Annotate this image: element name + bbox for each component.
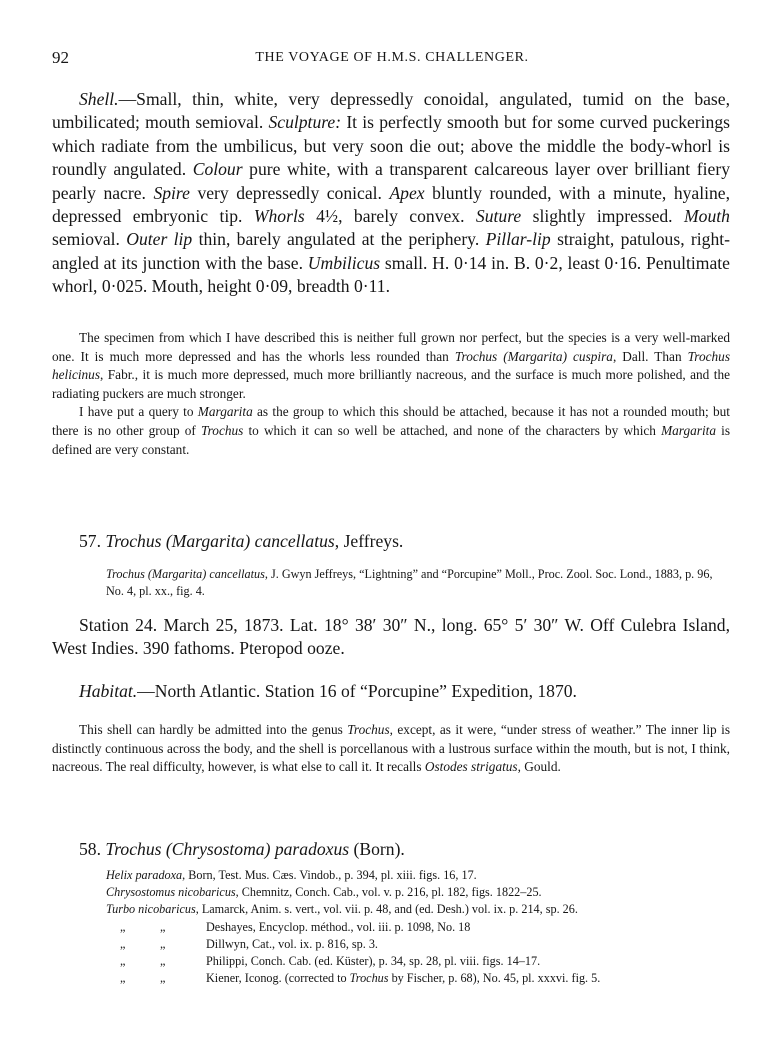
whorls-text: 4½, barely convex. [316,206,465,227]
reference-line [106,970,730,987]
species-name: Trochus (Margarita) cuspira [454,348,613,364]
shell-description [52,88,730,299]
ditto-mark: „ [120,971,126,986]
spire-text: very depressedly conical. [197,182,382,203]
remark-text: to which it can so well be attached, and none of the characters by which [248,422,656,438]
spire-label: Spire [153,182,190,203]
station-text: Station 24. March 25, 1873. Lat. 18° 38′ 30″ N., long. 65° 5′ 30″ W. Off Culebra Island, West Indies. 390 fathoms. Pteropod ooze. [52,615,730,659]
genus-name: Trochus [349,971,389,986]
page-number: 92 [52,48,69,67]
ditto-mark: „ [120,954,126,969]
species-58-references [52,867,730,987]
species-name: Trochus helicinus [52,348,731,383]
species-author: (Born). [353,839,405,859]
reference-line [106,953,730,970]
species-57-remarks [52,721,730,777]
apex-label: Apex [389,182,425,203]
suture-label: Suture [475,206,522,227]
remark-text: I have put a query to [79,404,194,420]
ditto-mark: „ [160,936,166,951]
reference-text: Kiener, Iconog. (corrected to [206,971,347,986]
genus-name: Margarita [661,422,716,438]
pillar-lip-label: Pillar-lip [485,229,551,250]
ditto-mark: „ [160,971,166,986]
species-58-heading [52,838,730,861]
remark-text: , Gould. [517,759,561,775]
colour-label: Colour [192,159,243,180]
species-number: 58. [79,839,101,859]
species-57-reference [52,566,730,600]
reference-text: , Chemnitz, Conch. Cab., vol. v. p. 216, pl. 182, figs. 1822–25. [235,885,542,900]
sculpture-label: Sculpture: [268,112,342,133]
ditto-mark: „ [120,936,126,951]
remark-text: , Dall. Than [612,348,682,364]
page-header [52,48,732,72]
ditto-mark: „ [120,919,126,934]
umbilicus-text: small. H. 0·14 in. B. 0·2, least 0·16. Penultimate whorl, 0·025. Mouth, height 0·09, breadth 0·11. [52,252,730,297]
remark-text: , Fabr., it is much more depressed, much more brilliantly nacreous, and the surface is much more polished, and the radiating puckers are much stronger. [52,367,730,401]
colour-text: pure white, with a transparent calcareous layer over brilliant fiery pearly nacre. [52,159,730,203]
reference-name: Trochus (Margarita) cancellatus [106,567,265,581]
remark-text: , except, as it were, “under stress of weather.” The inner lip is distinctly continuous across the body, and the shell is porcellanous with a lustrous surface within the mouth, but is not, I think, nacreous. The real difficulty, however, is what else to call it. It recalls [52,722,731,775]
remark-text: as the group to which this should be attached, because it has not a rounded mouth; but there is no other group of [52,404,730,438]
reference-text: Philippi, Conch. Cab. (ed. Küster), p. 34, sp. 28, pl. viii. figs. 14–17. [206,954,541,969]
genus-name: Margarita [197,404,253,420]
reference-line [106,901,730,918]
ditto-mark: „ [160,919,166,934]
reference-line [106,919,730,936]
suture-text: slightly impressed. [532,206,673,227]
running-title: THE VOYAGE OF H.M.S. CHALLENGER. [255,50,529,65]
species-57-station [52,614,730,661]
reference-name: Helix paradoxa [106,868,183,882]
outer-lip-text: thin, barely angulated at the periphery. [198,229,480,250]
reference-line [106,867,730,884]
species-title: Trochus (Chrysostoma) paradoxus [105,839,350,859]
genus-name: Trochus [200,422,244,438]
reference-text: by Fischer, p. 68), No. 45, pl. xxxvi. fig. 5. [391,971,601,986]
species-number: 57. [79,531,101,551]
reference-text: , J. Gwyn Jeffreys, “Lightning” and “Porcupine” Moll., Proc. Zool. Soc. Lond., 1883, p. 96, No. 4, pl. xx., fig. 4. [106,567,713,599]
reference-line [106,884,730,901]
apex-text: bluntly rounded, with a minute, hyaline, depressed embryonic tip. [52,182,730,227]
genus-name: Trochus [347,722,390,737]
sculpture-text: It is perfectly smooth but for some curved puckerings which radiate from the umbilicus, but very soon die out; above the middle the body-whorl is roundly angulated. [52,112,730,180]
remark-paragraph-2 [52,403,730,459]
reference-text: , Born, Test. Mus. Cæs. Vindob., p. 394, pl. xiii. figs. 16, 17. [182,868,477,882]
reference-line [106,936,730,953]
species-57-heading [52,530,730,553]
shell-text: —Small, thin, white, very depressedly conoidal, angulated, tumid on the base, umbilicated; mouth semioval. [52,89,730,133]
remarks-species-56 [52,329,730,459]
mouth-text: semioval. [52,229,120,250]
remark-paragraph-1 [52,329,730,403]
species-57-habitat [52,680,730,703]
whorls-label: Whorls [253,206,305,227]
reference-text: Dillwyn, Cat., vol. ix. p. 816, sp. 3. [206,936,378,951]
umbilicus-label: Umbilicus [307,252,381,273]
remark-text: is defined are very constant. [52,422,731,457]
remark-text: This shell can hardly be admitted into the genus [79,722,343,737]
reference-text: Deshayes, Encyclop. méthod., vol. iii. p. 1098, No. 18 [206,919,471,934]
habitat-label: Habitat. [79,681,138,701]
outer-lip-label: Outer lip [126,229,193,250]
pillar-lip-text: straight, patulous, right-angled at its junction with the base. [52,229,731,273]
reference-text: , Lamarck, Anim. s. vert., vol. vii. p. 48, and (ed. Desh.) vol. ix. p. 214, sp. 26. [195,902,578,917]
shell-label: Shell. [79,89,119,109]
reference-name: Turbo nicobaricus [106,902,196,917]
habitat-text: —North Atlantic. Station 16 of “Porcupine” Expedition, 1870. [137,681,577,701]
ditto-mark: „ [160,954,166,969]
remark-text: The specimen from which I have described this is neither full grown nor perfect, but the species is a very well-marked one. It is much more depressed and has the whorls less rounded than [52,330,730,364]
species-title: Trochus (Margarita) cancellatus [105,531,335,551]
species-name: Ostodes strigatus [424,759,518,775]
mouth-label: Mouth [684,206,730,227]
reference-name: Chrysostomus nicobaricus [106,885,236,900]
species-author: , Jeffreys. [334,531,404,551]
